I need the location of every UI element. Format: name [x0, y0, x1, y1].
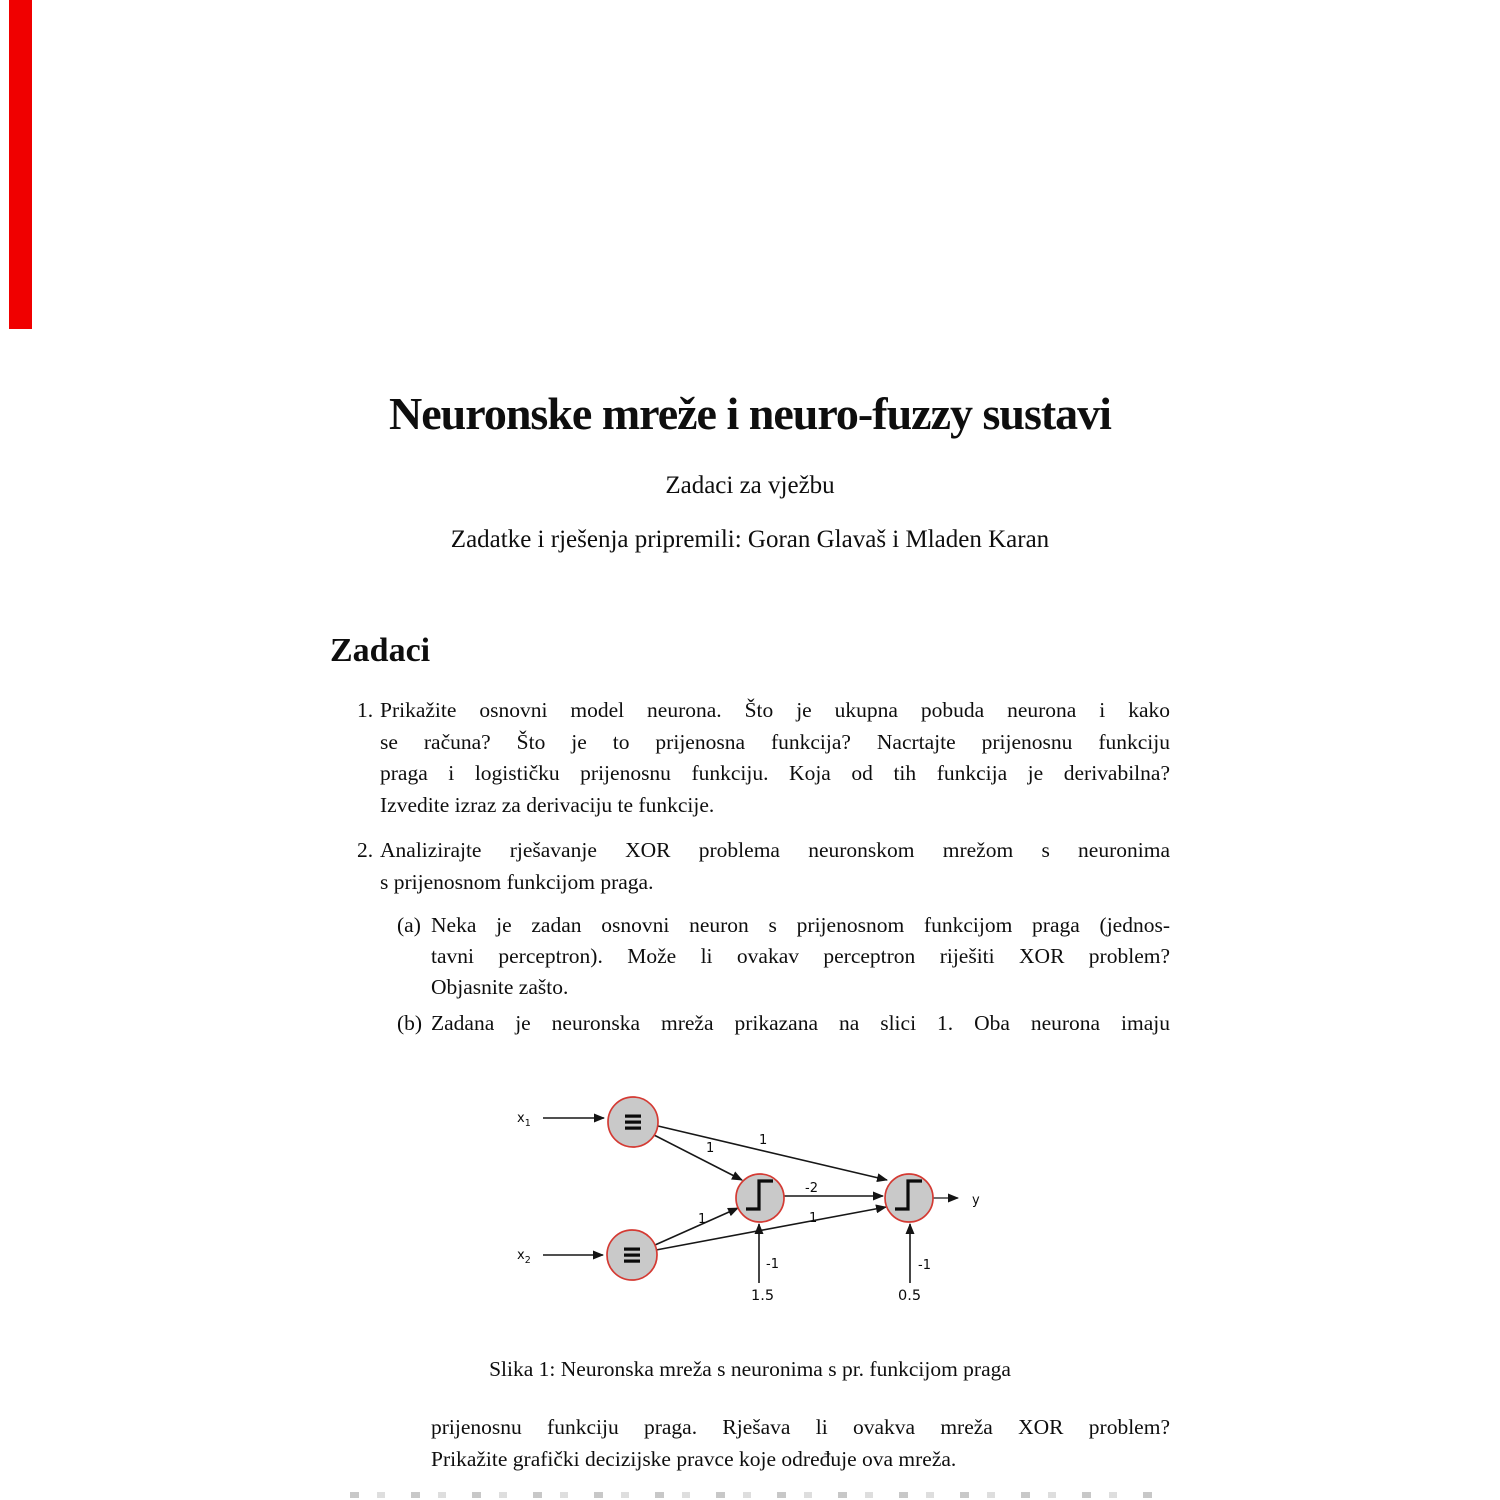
text-line: Prikažite osnovni model neurona. Što je ukupna pobuda neurona i kako: [380, 698, 1170, 722]
neural-network-figure: [480, 1080, 1000, 1310]
item2a-label: (a): [397, 913, 421, 937]
clipped-bottom-text: [350, 1492, 1165, 1498]
text-line: praga i logističku prijenosnu funkciju. Koja od tih funkcija je derivabilna?: [380, 761, 1170, 786]
item2b-paragraph: [431, 1008, 1170, 1039]
bias-value-output: 0.5: [898, 1288, 922, 1304]
bias-weight-output: -1: [918, 1258, 931, 1273]
bias-weight-hidden: -1: [766, 1257, 779, 1272]
text-line: Objasnite zašto.: [431, 974, 569, 999]
weight-x2-hidden: 1: [698, 1212, 707, 1227]
edge-x1-to-hidden: [654, 1135, 742, 1180]
text-line: Neka je zadan osnovni neuron s prijenosnom funkcijom praga (jednos-: [431, 913, 1170, 937]
text-line: se računa? Što je to prijenosna funkcija? Nacrtajte prijenosnu funkciju: [380, 729, 1170, 754]
text-line: Prikažite grafički decizijske pravce koje određuje ova mreža.: [431, 1446, 957, 1471]
input-x2-label: $x_2$: [517, 1248, 531, 1266]
weight-x2-output: 1: [809, 1211, 818, 1226]
authors-line: Zadatke i rješenja pripremili: Goran Glavaš i Mladen Karan: [450, 526, 1050, 553]
figure-caption: Slika 1: Neuronska mreža s neuronima s pr. funkcijom praga: [489, 1357, 1011, 1381]
red-margin-bar: [9, 0, 32, 329]
edge-x2-to-hidden: [655, 1208, 738, 1245]
text-line: s prijenosnom funkcijom praga.: [380, 869, 654, 894]
item2-number: 2.: [357, 838, 374, 862]
text-line: prijenosnu funkciju praga. Rješava li ovakva mreža XOR problem?: [431, 1415, 1170, 1439]
text-line: Zadana je neuronska mreža prikazana na slici 1. Oba neurona imaju: [431, 1011, 1170, 1035]
text-line: tavni perceptron). Može li ovakav perceptron riješiti XOR problem?: [431, 943, 1170, 968]
document-subtitle: Zadaci za vježbu: [665, 472, 835, 499]
output-y-label: y: [972, 1193, 980, 1208]
item2b-label: (b): [397, 1011, 423, 1035]
document-title: Neuronske mreže i neuro-fuzzy sustavi: [389, 388, 1111, 439]
item2a-paragraph: [431, 910, 1170, 1002]
text-line: Analizirajte rješavanje XOR problema neuronskom mrežom s neuronima: [380, 838, 1170, 862]
item2-paragraph: [380, 835, 1170, 898]
input-x1-label: $x_1$: [517, 1111, 531, 1129]
item1-paragraph: [380, 695, 1170, 822]
text-line: Izvedite izraz za derivaciju te funkcije.: [380, 793, 715, 818]
identity-icon: [625, 1115, 641, 1130]
weight-x1-hidden: 1: [706, 1141, 715, 1156]
edge-x1-to-output: [658, 1126, 887, 1180]
section-heading: Zadaci: [330, 632, 431, 669]
item1-number: 1.: [357, 698, 374, 722]
weight-hidden-output: -2: [805, 1181, 818, 1196]
weight-x1-output: 1: [759, 1133, 768, 1148]
bias-value-hidden: 1.5: [751, 1288, 775, 1304]
identity-icon: [624, 1248, 640, 1263]
item2b-continuation: [431, 1412, 1170, 1475]
